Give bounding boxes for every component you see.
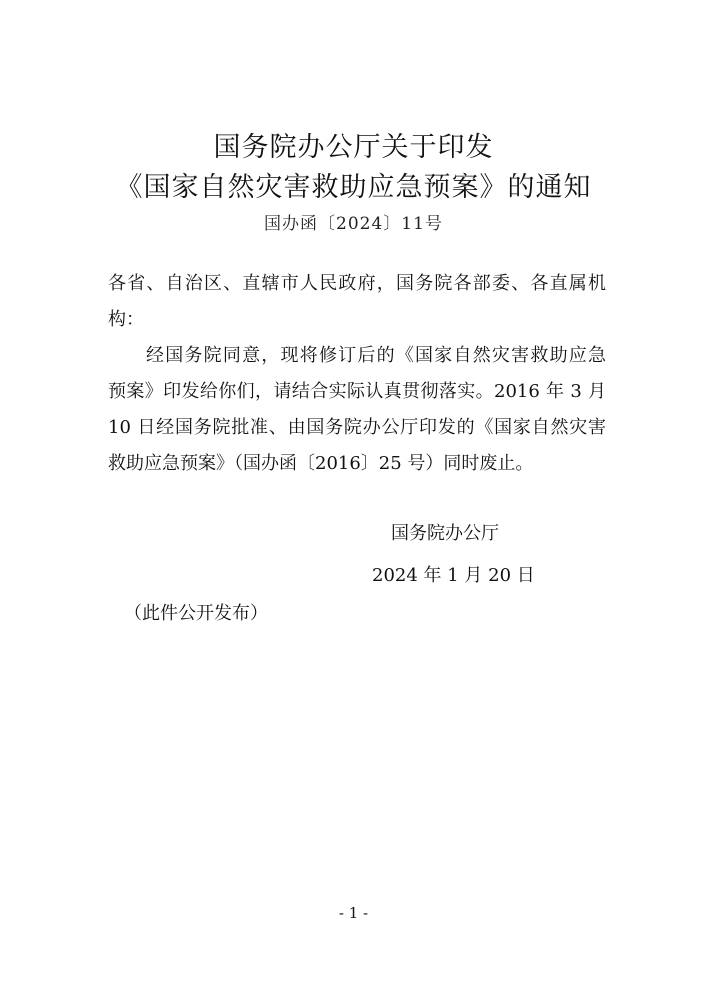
publication-note: （此件公开发布） bbox=[124, 603, 268, 624]
salutation-line-1: 各省、自治区、直辖市人民政府，国务院各部委、各直属机 bbox=[108, 273, 606, 294]
paragraph-line-3: 10 日经国务院批准、由国务院办公厅印发的《国家自然灾害 bbox=[108, 417, 606, 438]
paragraph-line-2: 预案》印发给你们，请结合实际认真贯彻落实。2016 年 3 月 bbox=[108, 381, 606, 402]
issuer-signature: 国务院办公厅 bbox=[391, 523, 499, 544]
paragraph-line-4: 救助应急预案》（国办函〔2016〕25 号）同时废止。 bbox=[108, 453, 534, 474]
page-number: - 1 - bbox=[338, 904, 369, 922]
document-body bbox=[108, 272, 606, 488]
salutation-line-2: 构： bbox=[108, 309, 144, 330]
issue-date: 2024 年 1 月 20 日 bbox=[372, 565, 535, 586]
paragraph-line-1: 经国务院同意，现将修订后的《国家自然灾害救助应急 bbox=[146, 345, 606, 366]
document-number: 国办函〔2024〕11号 bbox=[264, 214, 443, 234]
document-title-line-1: 国务院办公厅关于印发 bbox=[213, 132, 494, 163]
document-title-line-2: 《国家自然灾害救助应急预案》的通知 bbox=[115, 172, 592, 203]
